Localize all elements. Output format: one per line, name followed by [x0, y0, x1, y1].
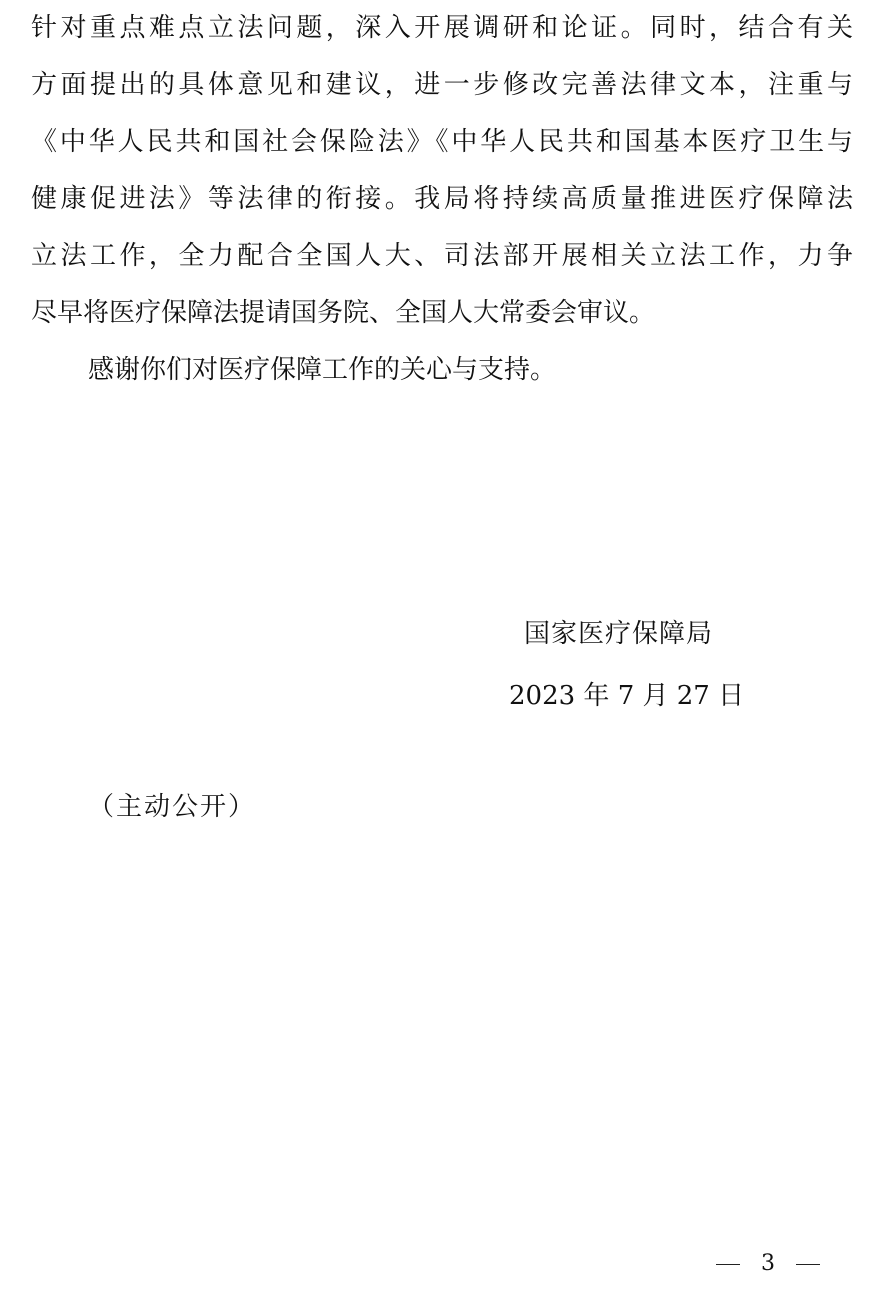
dash-right — [796, 1264, 820, 1265]
paragraph-line: 立法工作，全力配合全国人大、司法部开展相关立法工作，力争 — [31, 241, 853, 271]
dash-left — [716, 1264, 740, 1265]
closing-line: 感谢你们对医疗保障工作的关心与支持。 — [88, 355, 557, 385]
paragraph-line: 《中华人民共和国社会保险法》《中华人民共和国基本医疗卫生与 — [31, 127, 853, 157]
body-text — [31, 0, 853, 399]
signature-organization: 国家医疗保障局 — [524, 619, 714, 649]
paragraph-line: 方面提出的具体意见和建议，进一步修改完善法律文本，注重与 — [31, 70, 853, 100]
page-number — [716, 1248, 820, 1280]
signature-date: 2023 年 7 月 27 日 — [509, 681, 745, 711]
paragraph-line: 健康促进法》等法律的衔接。我局将持续高质量推进医疗保障法 — [31, 184, 853, 214]
disclosure-label: （主动公开） — [88, 792, 257, 822]
page-number-value: 3 — [761, 1251, 775, 1276]
paragraph-line: 针对重点难点立法问题，深入开展调研和论证。同时，结合有关 — [31, 13, 853, 43]
paragraph-line: 尽早将医疗保障法提请国务院、全国人大常委会审议。 — [31, 298, 656, 328]
